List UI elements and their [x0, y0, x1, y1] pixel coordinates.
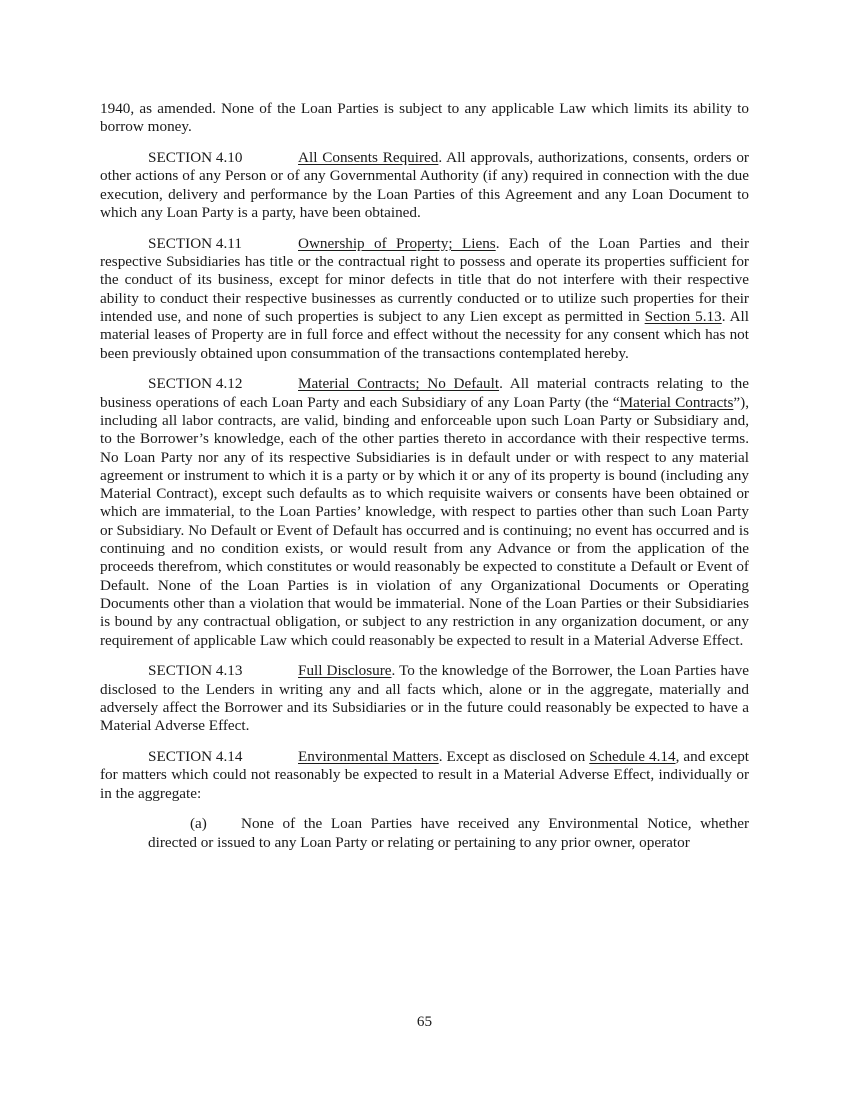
section-text: . Except as disclosed on: [438, 748, 590, 765]
page-number: 65: [416, 1013, 433, 1030]
section-number: SECTION 4.11: [148, 234, 242, 252]
section-text-continued: . All material leases of Property are in full force and effect without the necessity for any consent which has not been previously obtained upon consummation of the transactions contemplated hereby.: [100, 307, 749, 362]
cross-reference: Schedule 4.14: [589, 748, 676, 765]
subsection-label: (a): [190, 815, 207, 833]
section-heading: Full Disclosure: [298, 662, 392, 680]
section-heading: Material Contracts; No Default: [298, 375, 500, 393]
section-text: . All approvals, authorizations, consents, orders or other actions of any Person or of any Governmental Authority (if any) required in connection with the due execution, delivery and performance by the Loan Parties of this Agreement and any Loan Document to which any Loan Party is a party, have been obtained.: [100, 149, 749, 221]
section-4-13: [100, 662, 749, 735]
section-number: SECTION 4.14: [148, 748, 243, 765]
section-text: . Each of the Loan Parties and their respective Subsidiaries has title or the contractual right to possess and operate its properties sufficient for the conduct of its business, except for minor defects in title that do not interfere with their respective ability to conduct their respective businesses as currently conducted or to utilize such properties for their intended use, and none of such properties is subject to any Lien except as permitted in: [100, 234, 750, 325]
document-body: [100, 100, 749, 852]
section-4-12: [100, 375, 749, 649]
defined-term: Material Contracts: [619, 393, 734, 411]
section-text: . To the knowledge of the Borrower, the Loan Parties have disclosed to the Lenders in writing any and all facts which, alone or in the aggregate, materially and adversely affect the Borrower and its Subsidiaries or in the future could reasonably be expected to have a Material Adverse Effect.: [100, 662, 749, 735]
carryover-paragraph: 1940, as amended. None of the Loan Parties is subject to any applicable Law which limits its ability to borrow money.: [100, 100, 749, 136]
subsection-a: [100, 815, 749, 852]
section-heading: Ownership of Property; Liens: [298, 234, 496, 252]
section-text-continued: , and except for matters which could not reasonably be expected to result in a Material Adverse Effect, individually or in the aggregate:: [100, 748, 750, 802]
section-4-10: [100, 149, 749, 222]
section-text: . All material contracts relating to the business operations of each Loan Party and each Subsidiary of any Loan Party (the “: [100, 375, 749, 411]
section-heading: Environmental Matters: [298, 748, 439, 765]
section-number: SECTION 4.12: [148, 375, 243, 393]
section-number: SECTION 4.10: [148, 149, 243, 167]
section-text-continued: ”), including all labor contracts, are valid, binding and enforceable upon such Loan Party or Subsidiary and, to the Borrower’s knowledge, each of the other parties thereto in accordance with their respective terms. No Loan Party nor any of its respective Subsidiaries is in default under or with respect to any material agreement or instrument to which it is a party or by which it or any of its property is bound (including any Material Contract), except such defaults as to which requisite waivers or consents have been obtained or which are immaterial, to the Loan Parties’ knowledge, with respect to parties other than such Loan Party or Subsidiary. No Default or Event of Default has occurred and is continuing; no event has occurred and is continuing and no condition exists, or would result from any Advance or from the application of the proceeds therefrom, which constitutes or would reasonably be expected to constitute a Default or Event of Default. None of the Loan Parties is in violation of any Organizational Documents or Operating Documents other than a violation that would be immaterial. None of the Loan Parties or their Subsidiaries is bound by any contractual obligation, or subject to any restriction in any organization document, or any requirement of applicable Law which could reasonably be expected to result in a Material Adverse Effect.: [100, 393, 749, 649]
section-heading: All Consents Required: [298, 149, 439, 167]
cross-reference: Section 5.13: [644, 307, 722, 325]
section-4-11: [100, 235, 749, 363]
section-4-14: [100, 748, 749, 803]
subsection-text: None of the Loan Parties have received any Environmental Notice, whether directed or issued to any Loan Party or relating or pertaining to any prior owner, operator: [148, 815, 749, 851]
section-number: SECTION 4.13: [148, 662, 243, 680]
